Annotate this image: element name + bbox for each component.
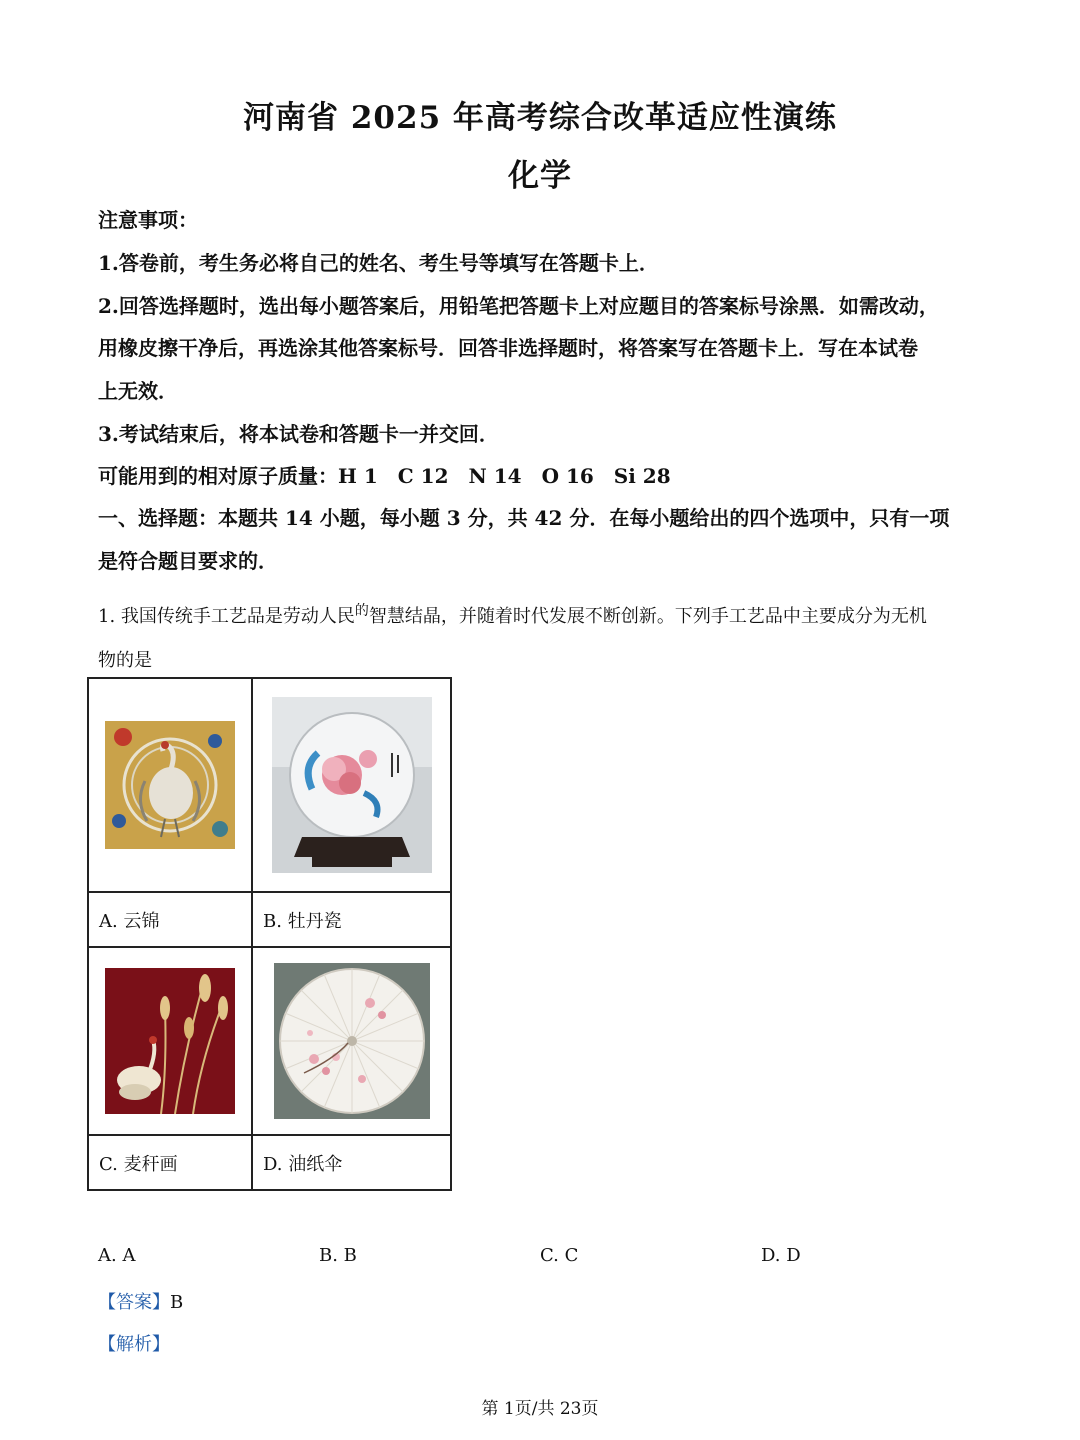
choice-b: B. B [319, 1245, 357, 1266]
notice-item-3: 3.考试结束后，将本试卷和答题卡一并交回． [98, 422, 499, 446]
cloud-brocade-crane-image [105, 721, 235, 849]
answer-value: B [170, 1292, 184, 1313]
notice-item-2-line1: 2.回答选择题时，选出每小题答案后，用铅笔把答题卡上对应题目的答案标号涂黑．如需改动， [98, 294, 939, 318]
analysis-tag: 【解析】 [98, 1334, 170, 1355]
choice-d: D. D [761, 1245, 801, 1266]
question-1-stem-line1 [98, 600, 927, 628]
page-footer: 第 1页/共 23页 [481, 1399, 599, 1419]
option-c-label: C. 麦秆画 [88, 1135, 252, 1190]
question-1-stem-sup: 的 [354, 603, 369, 619]
answer-line [98, 1288, 183, 1314]
options-table [87, 677, 452, 1191]
option-b-label: B. 牡丹瓷 [252, 892, 451, 947]
answer-tag: 【答案】 [98, 1292, 170, 1313]
subject-title: 化学 [508, 158, 572, 194]
notice-item-2-line2: 用橡皮擦干净后，再选涂其他答案标号．回答非选择题时，将答案写在答题卡上．写在本试卷 [98, 336, 918, 360]
option-a-label: A. 云锦 [88, 892, 252, 947]
option-a-image-cell [88, 678, 252, 892]
question-1-stem-a: 1. 我国传统手工艺品是劳动人民 [98, 606, 355, 627]
atomic-mass-line: 可能用到的相对原子质量：H 1 C 12 N 14 O 16 Si 28 [98, 464, 671, 488]
notice-item-2-line3: 上无效． [98, 379, 178, 403]
choice-a: A. A [98, 1245, 136, 1266]
option-b-image-cell [252, 678, 451, 892]
section-heading-line2: 是符合题目要求的． [98, 549, 278, 573]
notice-heading: 注意事项： [98, 208, 198, 232]
question-1-stem-b: 智慧结晶，并随着时代发展不断创新。下列手工艺品中主要成分为无机 [368, 606, 927, 627]
wheat-straw-painting-image [105, 968, 235, 1114]
option-d-image-cell [252, 947, 451, 1135]
peony-porcelain-plate-image [272, 697, 432, 873]
oil-paper-umbrella-image [274, 963, 430, 1119]
choice-c: C. C [540, 1245, 579, 1266]
option-c-image-cell [88, 947, 252, 1135]
question-1-stem-line2: 物的是 [98, 650, 152, 671]
section-heading-line1: 一、选择题：本题共 14 小题，每小题 3 分，共 42 分．在每小题给出的四个选项中，只有一项 [98, 506, 950, 530]
option-d-label: D. 油纸伞 [252, 1135, 451, 1190]
exam-title: 河南省 2025 年高考综合改革适应性演练 [243, 100, 837, 136]
notice-item-1: 1.答卷前，考生务必将自己的姓名、考生号等填写在答题卡上． [98, 251, 659, 275]
